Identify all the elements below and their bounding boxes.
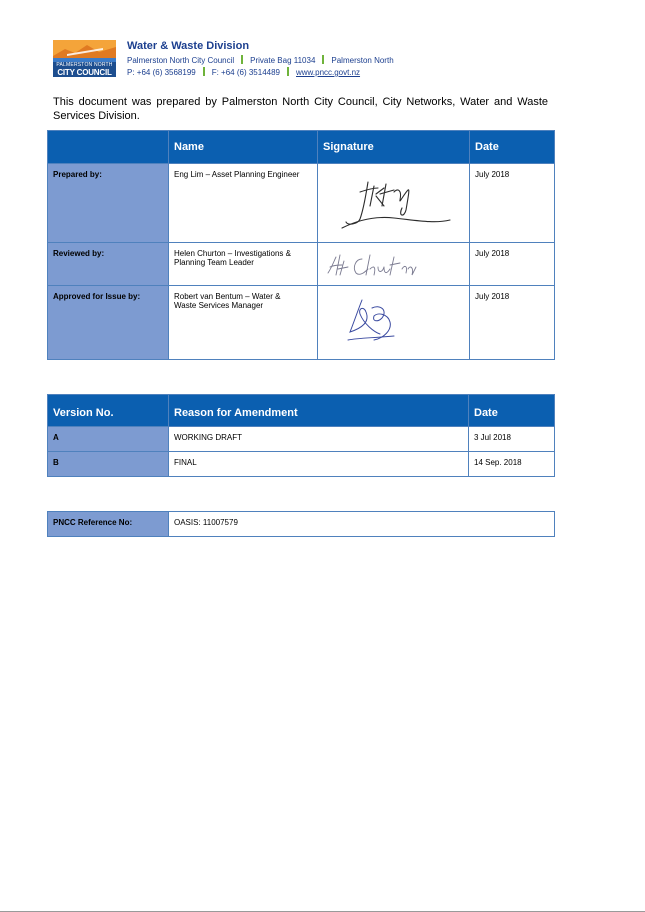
version-table bbox=[47, 394, 555, 477]
signature-eng-lim bbox=[318, 164, 470, 243]
amendment-reason: WORKING DRAFT bbox=[169, 427, 469, 452]
separator-bar bbox=[203, 67, 205, 76]
table-row bbox=[48, 452, 555, 477]
table-row bbox=[48, 427, 555, 452]
logo-landscape-icon bbox=[53, 40, 116, 62]
role-label: Reviewed by: bbox=[48, 243, 169, 286]
version-date: 14 Sep. 2018 bbox=[469, 452, 555, 477]
role-label: Prepared by: bbox=[48, 164, 169, 243]
version-header-date: Date bbox=[469, 395, 555, 427]
reference-table bbox=[47, 511, 555, 537]
approval-date: July 2018 bbox=[470, 286, 555, 360]
phone-number: P: +64 (6) 3568199 bbox=[127, 68, 196, 77]
logo-text-top: PALMERSTON NORTH bbox=[56, 62, 113, 68]
version-header-row bbox=[48, 395, 555, 427]
city-name: Palmerston North bbox=[331, 56, 394, 65]
approval-row-reviewed bbox=[48, 243, 555, 286]
version-header-reason: Reason for Amendment bbox=[169, 395, 469, 427]
person-name-line: Helen Churton – Investigations & bbox=[174, 249, 291, 258]
person-title-line: Waste Services Manager bbox=[174, 301, 264, 310]
signature-cell bbox=[318, 164, 470, 243]
council-logo bbox=[53, 40, 116, 77]
approval-header-date: Date bbox=[470, 131, 555, 164]
fax-number: F: +64 (6) 3514489 bbox=[211, 68, 280, 77]
council-name: Palmerston North City Council bbox=[127, 56, 235, 65]
signature-cell bbox=[318, 243, 470, 286]
approval-row-prepared bbox=[48, 164, 555, 243]
separator-bar bbox=[322, 55, 324, 64]
person-name-line: Eng Lim – Asset Planning Engineer bbox=[174, 170, 300, 179]
approval-header-name: Name bbox=[169, 131, 318, 164]
signature-helen-churton bbox=[318, 243, 470, 286]
person-name bbox=[169, 164, 318, 243]
approval-date: July 2018 bbox=[470, 243, 555, 286]
intro-paragraph: This document was prepared by Palmerston North City Council, City Networks, Water and Waste Services Division. bbox=[53, 96, 548, 122]
approval-row-approved bbox=[48, 286, 555, 360]
version-number: B bbox=[48, 452, 169, 477]
signature-cell bbox=[318, 286, 470, 360]
private-bag: Private Bag 11034 bbox=[250, 56, 316, 65]
website-link[interactable]: www.pncc.govt.nz bbox=[296, 68, 361, 77]
version-header-version: Version No. bbox=[48, 395, 169, 427]
version-number: A bbox=[48, 427, 169, 452]
logo-text-bottom: CITY COUNCIL bbox=[57, 67, 112, 77]
approval-header-blank bbox=[48, 131, 169, 164]
reference-row bbox=[48, 512, 555, 537]
person-name bbox=[169, 243, 318, 286]
address-line bbox=[127, 55, 394, 65]
role-label: Approved for Issue by: bbox=[48, 286, 169, 360]
signature-robert-van-bentum bbox=[318, 286, 470, 360]
approval-header-row bbox=[48, 131, 555, 164]
version-date: 3 Jul 2018 bbox=[469, 427, 555, 452]
approval-date: July 2018 bbox=[470, 164, 555, 243]
contact-line bbox=[127, 67, 360, 77]
separator-bar bbox=[241, 55, 243, 64]
person-name bbox=[169, 286, 318, 360]
division-title: Water & Waste Division bbox=[127, 40, 250, 52]
reference-value: OASIS: 11007579 bbox=[169, 512, 555, 537]
approval-header-signature: Signature bbox=[318, 131, 470, 164]
person-name-line: Robert van Bentum – Water & bbox=[174, 292, 281, 301]
approval-table bbox=[47, 130, 555, 360]
amendment-reason: FINAL bbox=[169, 452, 469, 477]
separator-bar bbox=[287, 67, 289, 76]
reference-label: PNCC Reference No: bbox=[48, 512, 169, 537]
person-title-line: Planning Team Leader bbox=[174, 258, 254, 267]
